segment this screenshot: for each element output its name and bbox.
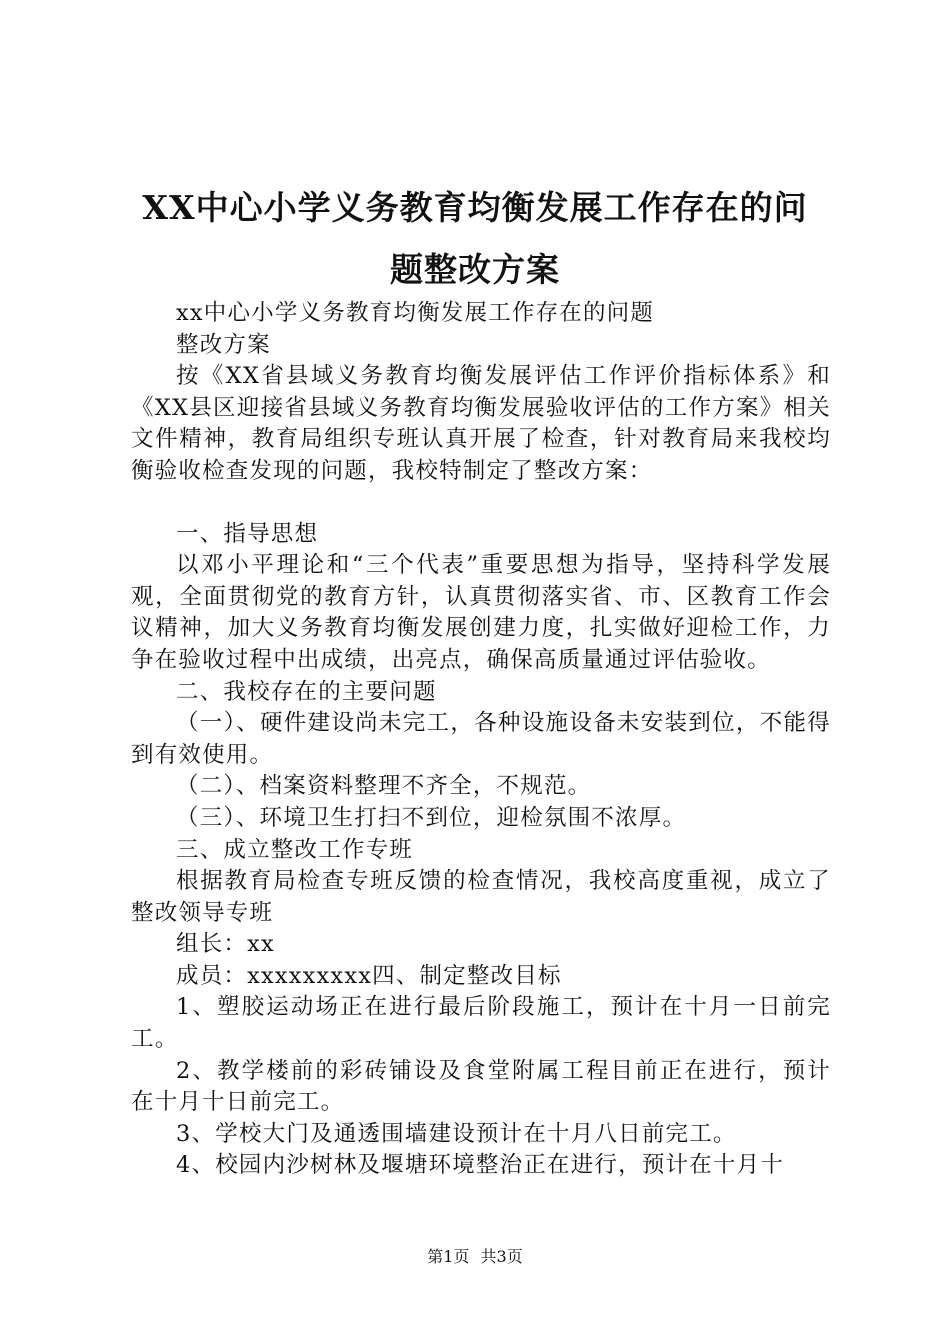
problem-item-2: （二）、档案资料整理不齐全，不规范。 [176, 773, 592, 800]
team-leader-line: 组长：xx [176, 931, 275, 958]
goal-item-2: 2、教学楼前的彩砖铺设及食堂附属工程目前正在进行，预计在十月十日前完工。 [131, 1057, 831, 1116]
subtitle-line-1: xx中心小学义务教育均衡发展工作存在的问题 [176, 300, 655, 326]
problem-item-3: （三）、环境卫生打扫不到位，迎检氛围不浓厚。 [176, 804, 687, 831]
goal-item-4: 4、校园内沙树林及堰塘环境整治正在进行，预计在十月十 [176, 1152, 785, 1179]
goal-item-3: 3、学校大门及通透围墙建设预计在十月八日前完工。 [176, 1120, 737, 1147]
document-title-line-2: 题整改方案 [390, 250, 560, 289]
team-members-line: 成员：xxxxxxxxx四、制定整改目标 [176, 962, 562, 989]
guiding-ideology-paragraph: 以邓小平理论和“三个代表”重要思想为指导，坚持科学发展观，全面贯彻党的教育方针，认真贯彻落实省、市、区教育工作会议精神，加大义务教育均衡发展创建力度，扎实做好迎检工作，力争在验收过程中出成绩，出亮点，确保高质量通过评估验收。 [131, 552, 831, 673]
page-number: 第1页 [427, 1247, 470, 1266]
goal-item-1: 1、塑胶运动场正在进行最后阶段施工，预计在十月一日前完工。 [131, 994, 831, 1053]
section-heading-main-problems: 二、我校存在的主要问题 [176, 678, 437, 705]
document-body [131, 298, 831, 1182]
problem-item-1: （一）、硬件建设尚未完工，各种设施设备未安装到位，不能得到有效使用。 [131, 710, 831, 768]
page-total: 共3页 [480, 1247, 523, 1266]
document-title-line-1: XX中心小学义务教育均衡发展工作存在的问 [142, 188, 808, 227]
subtitle-line-2: 整改方案 [176, 331, 271, 358]
section-heading-guiding-ideology: 一、指导思想 [176, 520, 319, 547]
section-heading-task-force: 三、成立整改工作专班 [176, 836, 414, 863]
intro-paragraph: 按《XX省县域义务教育均衡发展评估工作评价指标体系》和《XX县区迎接省县域义务教育均衡发展验收评估的工作方案》相关文件精神，教育局组织专班认真开展了检查，针对教育局来我校均衡验收检查发现的问题，我校特制定了整改方案： [131, 363, 831, 484]
task-force-paragraph: 根据教育局检查专班反馈的检查情况，我校高度重视，成立了整改领导专班 [131, 868, 831, 926]
page-footer [0, 1244, 950, 1267]
